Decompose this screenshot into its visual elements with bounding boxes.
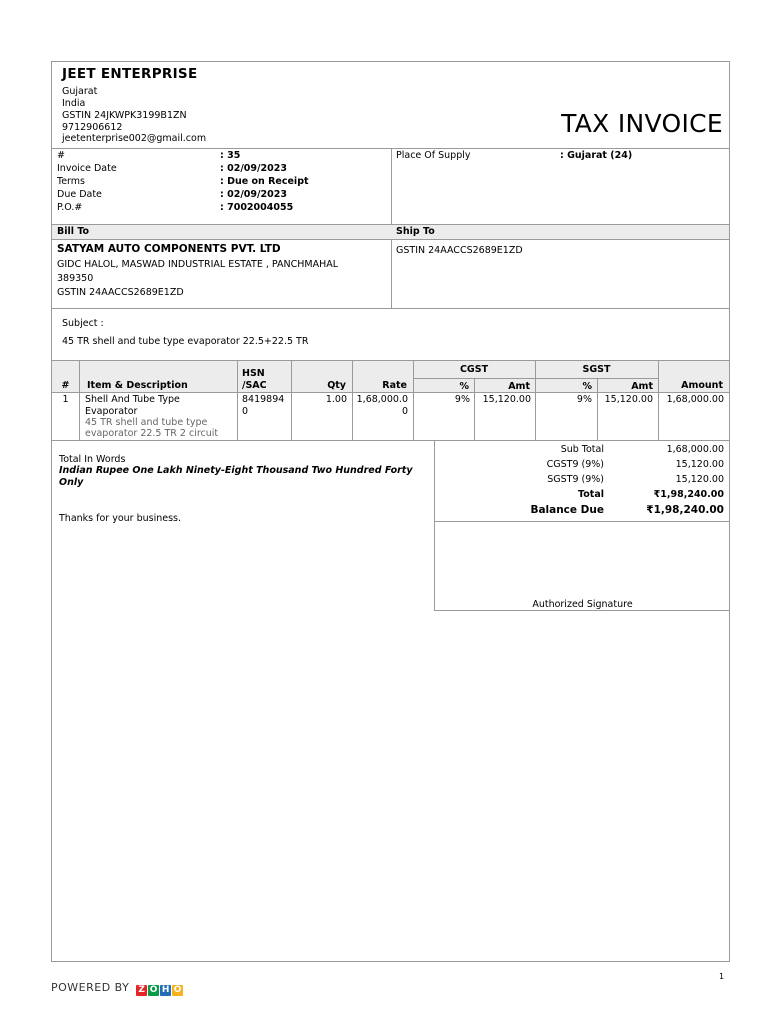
subject-text: 45 TR shell and tube type evaporator 22.5+22.5 TR	[62, 336, 309, 347]
bill-to-gstin: GSTIN 24AACCS2689E1ZD	[57, 287, 184, 298]
thanks-note: Thanks for your business.	[59, 513, 182, 524]
total-in-words: Indian Rupee One Lakh Ninety-Eight Thousand Two Hundred Forty	[59, 465, 413, 476]
bill-to-name: SATYAM AUTO COMPONENTS PVT. LTD	[57, 243, 281, 255]
column-header-sac: /SAC	[242, 380, 267, 391]
zoho-letter: Z	[138, 985, 146, 995]
company-gstin: GSTIN 24JKWPK3199B1ZN	[62, 110, 187, 121]
subtotal-value: 1,68,000.00	[666, 444, 724, 455]
company-email: jeetenterprise002@gmail.com	[62, 133, 207, 144]
terms: : Due on Receipt	[220, 176, 309, 187]
item-hsn: 0	[242, 406, 249, 417]
item-sgst-amount: 15,120.00	[604, 394, 653, 405]
zoho-logo	[136, 985, 184, 996]
item-name: Evaporator	[85, 406, 138, 417]
row-number: 1	[62, 394, 69, 405]
powered-by-label: POWERED BY	[51, 981, 130, 994]
divider	[434, 521, 729, 522]
invoice-date-label: Invoice Date	[57, 163, 117, 174]
column-header-sgst-amount: Amt	[631, 381, 653, 392]
divider	[52, 392, 729, 393]
cgst-value: 15,120.00	[675, 459, 724, 470]
bill-to-header: Bill To	[57, 226, 90, 237]
invoice-date: : 02/09/2023	[220, 163, 287, 174]
zoho-letter: H	[161, 985, 170, 995]
cgst-label: CGST9 (9%)	[546, 459, 604, 470]
divider	[434, 610, 729, 611]
terms-label: Terms	[57, 176, 85, 187]
due-date-label: Due Date	[57, 189, 102, 200]
item-description: 45 TR shell and tube type	[85, 417, 208, 428]
company-country: India	[62, 98, 86, 109]
company-state: Gujarat	[62, 86, 98, 97]
invoice-number-label: #	[57, 150, 65, 161]
column-header-cgst-amount: Amt	[508, 381, 530, 392]
document-title: TAX INVOICE	[561, 109, 723, 138]
po-number: : 7002004055	[220, 202, 294, 213]
place-of-supply: : Gujarat (24)	[560, 150, 633, 161]
column-header-cgst-percent: %	[459, 381, 469, 392]
column-header-sgst: SGST	[582, 364, 611, 375]
total-in-words-label: Total In Words	[59, 454, 126, 465]
item-cgst-percent: 9%	[454, 394, 470, 405]
divider	[52, 308, 729, 309]
invoice-number: : 35	[220, 150, 241, 161]
address-header-bar	[52, 224, 729, 240]
column-header-number: #	[61, 380, 70, 391]
subtotal-label: Sub Total	[560, 444, 604, 455]
column-header-rate: Rate	[382, 380, 407, 391]
authorized-signature: Authorized Signature	[532, 599, 633, 610]
ship-to-gstin: GSTIN 24AACCS2689E1ZD	[396, 245, 523, 256]
page-number: 1	[719, 972, 725, 981]
column-header-cgst: CGST	[459, 364, 489, 375]
item-qty: 1.00	[325, 394, 347, 405]
column-header-amount: Amount	[681, 380, 723, 391]
subject-label: Subject :	[62, 318, 104, 329]
item-rate: 0	[401, 406, 408, 417]
item-rate: 1,68,000.0	[356, 394, 408, 405]
invoice-page	[51, 61, 730, 962]
zoho-letter: O	[149, 985, 158, 995]
total-label: Total	[578, 489, 604, 500]
column-header-item: Item & Description	[87, 380, 188, 391]
company-name: JEET ENTERPRISE	[62, 66, 198, 82]
divider	[52, 440, 729, 441]
divider	[237, 361, 238, 440]
balance-due-value: ₹1,98,240.00	[646, 504, 724, 516]
powered-by	[51, 981, 184, 996]
sgst-label: SGST9 (9%)	[547, 474, 604, 485]
column-header-qty: Qty	[327, 380, 346, 391]
total-value: ₹1,98,240.00	[653, 489, 724, 500]
sgst-value: 15,120.00	[675, 474, 724, 485]
balance-due-label: Balance Due	[530, 504, 604, 516]
item-description: evaporator 22.5 TR 2 circuit	[85, 428, 219, 439]
item-name: Shell And Tube Type	[85, 394, 180, 405]
po-label: P.O.#	[57, 202, 83, 213]
place-of-supply-label: Place Of Supply	[396, 150, 471, 161]
company-phone: 9712906612	[62, 122, 123, 133]
column-header-hsn: HSN	[242, 368, 265, 379]
item-cgst-amount: 15,120.00	[482, 394, 531, 405]
due-date: : 02/09/2023	[220, 189, 287, 200]
ship-to-header: Ship To	[396, 226, 435, 237]
zoho-letter: O	[173, 985, 182, 995]
total-in-words: Only	[59, 477, 84, 488]
item-sgst-percent: 9%	[576, 394, 592, 405]
column-header-sgst-percent: %	[582, 381, 592, 392]
bill-to-postcode: 389350	[57, 273, 94, 284]
item-hsn: 8419894	[242, 394, 285, 405]
bill-to-address: GIDC HALOL, MASWAD INDUSTRIAL ESTATE , PANCHMAHAL	[57, 259, 339, 270]
divider	[79, 361, 80, 440]
item-amount: 1,68,000.00	[666, 394, 724, 405]
divider	[434, 440, 435, 611]
